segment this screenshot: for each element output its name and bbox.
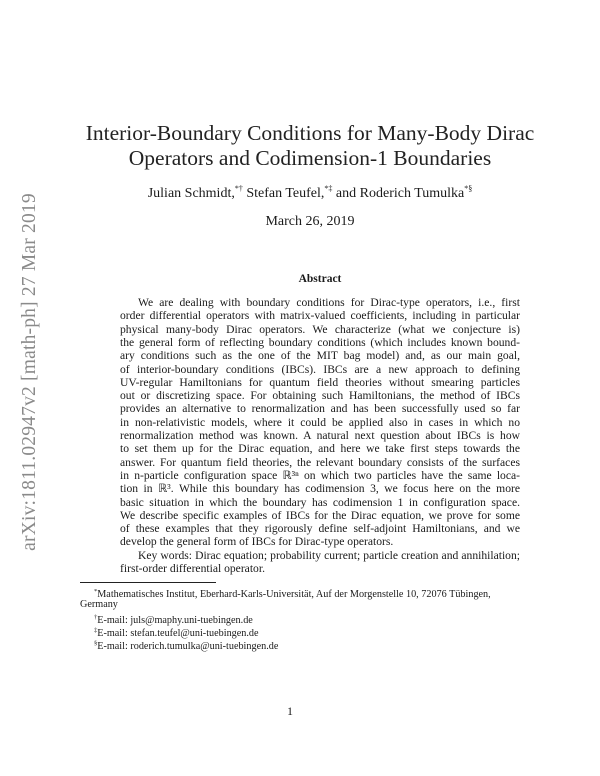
author-marks: *‡ — [324, 184, 333, 193]
footnote-text: E-mail: juls@maphy.uni-tuebingen.de — [97, 615, 253, 626]
footnote-rule — [80, 582, 216, 583]
abstract-line: order differential operators with matrix-valued coefficients, including in particular — [120, 309, 520, 323]
abstract-line: answer. For quantum field theories, the relevant boundary consists of the surfaces — [120, 455, 520, 469]
abstract-line: develop the general form of IBCs for Dirac-type operators. — [120, 535, 394, 549]
footnote-mark: * — [94, 588, 98, 595]
abstract-line: of interior-boundary conditions (IBCs). IBCs are a new approach to defining — [120, 362, 520, 376]
keywords-line: first-order differential operator. — [120, 562, 265, 576]
abstract-line: renormalization method was known. A natural next question about IBCs is how — [120, 429, 520, 442]
abstract-line: provides an alternative to renormalization and has been successfully used so far — [120, 402, 520, 416]
footnote-mark: † — [94, 614, 98, 621]
abstract-line: ary conditions such as the one of the MIT bag model) and, as our main goal, — [120, 349, 520, 363]
abstract-line: physical many-body Dirac operators. We characterize (what we conjecture is) — [120, 322, 520, 336]
abstract-line: basic situation in which the boundary has codimension 1 in configuration space. — [120, 495, 520, 509]
abstract-line: to set them up for the Dirac equation, and here we take first steps towards the — [120, 442, 520, 456]
footnote-text: Mathematisches Institut, Eberhard-Karls-Universität, Auf der Morgenstelle 10, 72076 Tübingen, — [97, 589, 491, 600]
abstract-line: in non-relativistic models, where it could be applied also in cases in which no — [120, 415, 520, 429]
footnote — [80, 599, 118, 611]
abstract-heading: Abstract — [298, 273, 342, 285]
abstract-line: tion in ℝ³. While this boundary has codimension 3, we focus here on the more — [120, 482, 520, 496]
abstract-line: We describe specific examples of IBCs for the Dirac equation, we prove for some — [120, 508, 520, 522]
author-name: and Roderich Tumulka — [332, 186, 465, 201]
paper-title-line-1: Interior-Boundary Conditions for Many-Body Dirac — [85, 121, 535, 145]
author-name: Julian Schmidt, — [147, 186, 235, 201]
abstract-line: of these examples that they rigorously define self-adjoint Hamiltonians, and we — [120, 522, 520, 536]
author-name: Stefan Teufel, — [242, 186, 325, 201]
abstract-line: the general form of reflecting boundary conditions (which includes known bound- — [120, 335, 520, 349]
author-marks: *† — [234, 184, 243, 193]
page-number: 1 — [287, 704, 293, 718]
footnote — [94, 586, 491, 601]
footnote-text: E-mail: roderich.tumulka@uni-tuebingen.de — [97, 641, 279, 652]
paper-date: March 26, 2019 — [265, 214, 355, 229]
author-marks: *§ — [464, 184, 473, 193]
footnote-text: E-mail: stefan.teufel@uni-tuebingen.de — [97, 628, 259, 639]
keywords-line: Key words: Dirac equation; probability current; particle creation and annihilation; — [138, 549, 520, 562]
author-list — [0, 184, 600, 202]
abstract-line: We are dealing with boundary conditions for Dirac-type operators, i.e., first — [138, 296, 520, 309]
abstract-line: UV-regular Hamiltonians for quantum field theories without smearing particles — [120, 375, 520, 389]
arxiv-stamp: arXiv:1811.02947v2 [math-ph] 27 Mar 2019 — [19, 193, 40, 551]
footnote-mark: ‡ — [94, 627, 98, 634]
footnote — [94, 638, 278, 653]
footnote-text: Germany — [80, 599, 118, 610]
abstract-line: in n-particle configuration space ℝ³ⁿ on which two particles have the same loca- — [120, 468, 520, 482]
paper-title-line-2: Operators and Codimension-1 Boundaries — [128, 146, 492, 170]
footnote-mark: § — [94, 640, 98, 647]
abstract-line: out or discretizing space. For obtaining such Hamiltonians, the method of IBCs — [120, 389, 520, 403]
